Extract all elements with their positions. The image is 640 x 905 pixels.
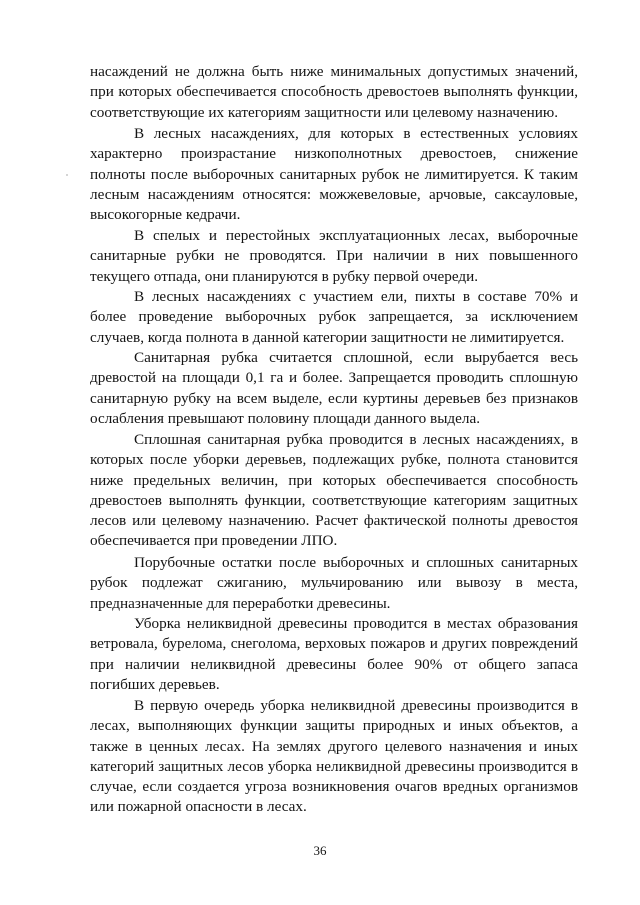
paragraph-clear-cut-definition: Санитарная рубка считается сплошной, если вырубается весь древостой на площади 0,1 га и более. Запрещается проводить сплошную санитарную рубку на всем выделе, если куртины деревьев без признаков ослабления превышают половину площади данного выдела. bbox=[90, 349, 578, 427]
paragraph-block-2 bbox=[90, 124, 578, 225]
paragraph-block-4 bbox=[90, 287, 578, 348]
paragraph-block-7 bbox=[90, 553, 578, 614]
paragraph-continuation: насаждений не должна быть ниже минимальных допустимых значений, при которых обеспечивается способность древостоев выполнять функции, соответствующие их категориям защитности или целевому назначению. bbox=[90, 63, 578, 121]
paragraph-block-5 bbox=[90, 348, 578, 429]
paragraph-unmarketable-wood: Уборка неликвидной древесины проводится в местах образования ветровала, бурелома, снеголома, верховых пожаров и других повреждений при наличии неликвидной древесины более 90% от общего запаса погибших деревьев. bbox=[90, 615, 578, 693]
paragraph-low-density-stands: В лесных насаждениях, для которых в естественных условиях характерно произрастание низкополнотных древостоев, снижение полноты после выборочных санитарных рубок не лимитируется. К таким лесным насаждениям относятся: можжевеловые, арчовые, саксауловые, высокогорные кедрачи. bbox=[90, 125, 578, 224]
scan-speck bbox=[66, 174, 68, 176]
paragraph-block-3 bbox=[90, 226, 578, 287]
paragraph-block-1 bbox=[90, 62, 578, 123]
paragraph-block-9 bbox=[90, 696, 578, 818]
paragraph-priority-cleanup: В первую очередь уборка неликвидной древесины производится в лесах, выполняющих функции защиты природных и иных объектов, а также в ценных лесах. На землях другого целевого назначения и иных категорий защитных лесов уборка неликвидной древесины производится в случае, если создается угроза возникновения очагов вредных организмов или пожарной опасности в лесах. bbox=[90, 697, 578, 816]
paragraph-mature-forests: В спелых и перестойных эксплуатационных лесах, выборочные санитарные рубки не проводятся. При наличии в них повышенного текущего отпада, они планируются в рубку первой очереди. bbox=[90, 227, 578, 285]
paragraph-clear-cut-conditions: Сплошная санитарная рубка проводится в лесных насаждениях, в которых после уборки деревьев, подлежащих рубке, полнота становится ниже предельных величин, при которых обеспечивается способность древостоев выполнять функции, соответствующие категориям защитных лесов или целевому назначению. Расчет фактической полноты древостоя обеспечивается при проведении ЛПО. bbox=[90, 431, 578, 550]
paragraph-block-6 bbox=[90, 430, 578, 552]
paragraph-block-8 bbox=[90, 614, 578, 695]
paragraph-spruce-fir: В лесных насаждениях с участием ели, пихты в составе 70% и более проведение выборочных рубок запрещается, за исключением случаев, когда полнота в данной категории защитности не лимитируется. bbox=[90, 288, 578, 346]
page-number: 36 bbox=[313, 843, 327, 858]
paragraph-logging-residues: Порубочные остатки после выборочных и сплошных санитарных рубок подлежат сжиганию, мульчированию или вывозу в места, предназначенные для переработки древесины. bbox=[90, 554, 578, 612]
